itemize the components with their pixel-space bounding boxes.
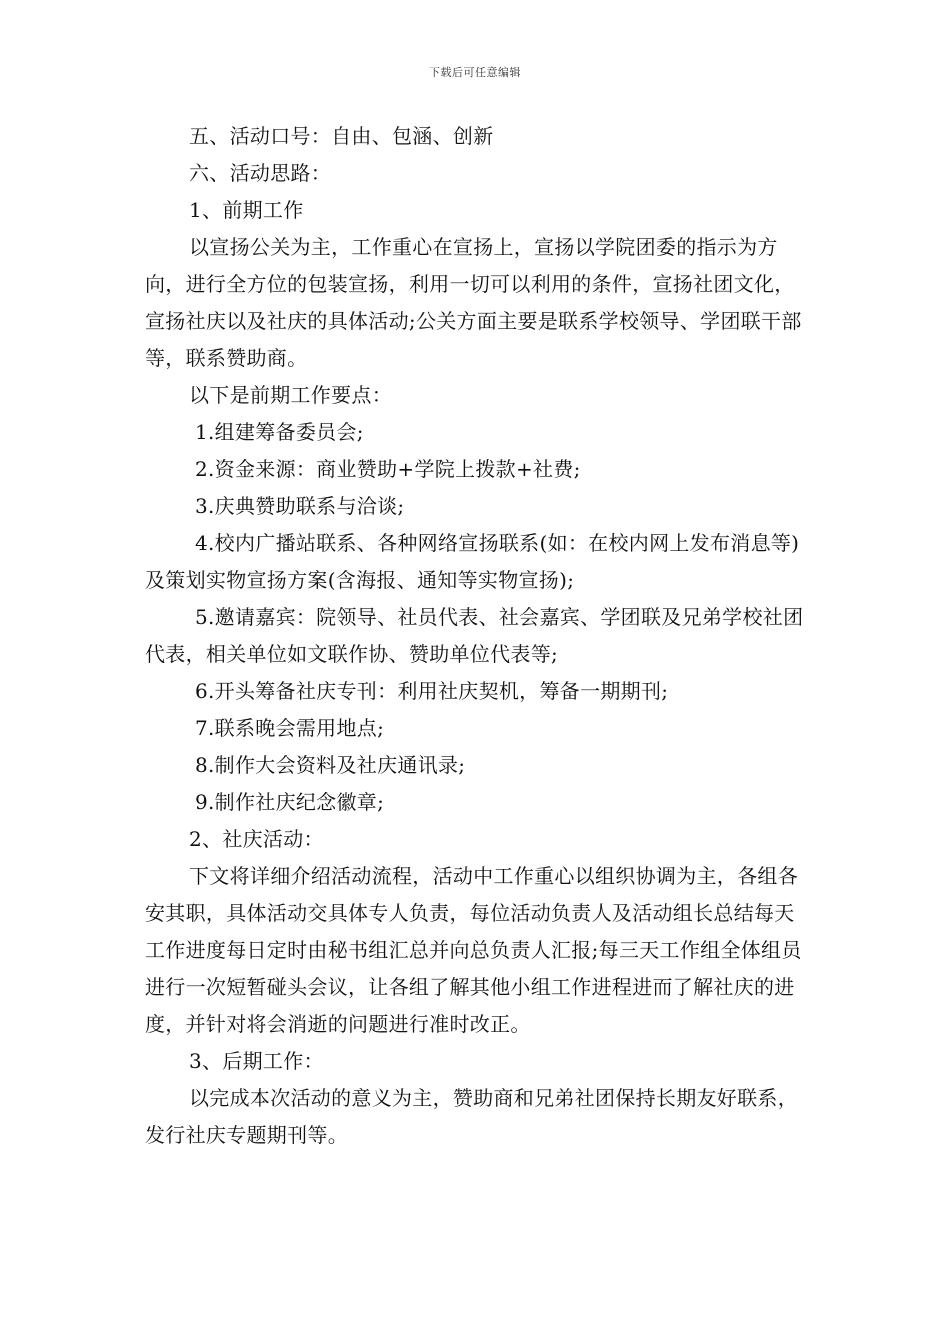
- list-item: 5.邀请嘉宾：院领导、社员代表、社会嘉宾、学团联及兄弟学校社团代表，相关单位如文联作协、赞助单位代表等;: [145, 605, 804, 666]
- list-item: 3.庆典赞助联系与洽谈;: [195, 494, 405, 518]
- page-header: 下载后可任意编辑: [429, 66, 521, 79]
- pre-work-paragraph: 以宣扬公关为主，工作重心在宣扬上，宣扬以学院团委的指示为方向，进行全方位的包装宣扬，利用一切可以利用的条件，宣扬社团文化，宣扬社庆以及社庆的具体活动;公关方面主要是联系学校领导、学团联干部等，联系赞助商。: [145, 235, 802, 370]
- slogan-heading: 五、活动口号：自由、包涵、创新: [189, 124, 494, 148]
- list-item: 1.组建筹备委员会;: [195, 420, 364, 444]
- document-body: [145, 118, 810, 1154]
- post-work-heading: 3、后期工作：: [189, 1049, 324, 1073]
- list-item: 6.开头筹备社庆专刊：利用社庆契机，筹备一期期刊;: [195, 679, 669, 703]
- pre-work-heading: 1、前期工作: [189, 198, 304, 222]
- post-work-paragraph: 以完成本次活动的意义为主，赞助商和兄弟社团保持长期友好联系，发行社庆专题期刊等。: [145, 1086, 798, 1147]
- list-item: 7.联系晚会需用地点;: [195, 716, 385, 740]
- event-heading: 2、社庆活动：: [189, 827, 324, 851]
- list-item: 9.制作社庆纪念徽章;: [195, 790, 385, 814]
- list-item: 2.资金来源：商业赞助+学院上拨款+社费;: [195, 457, 581, 481]
- event-paragraph: 下文将详细介绍活动流程，活动中工作重心以组织协调为主，各组各安其职，具体活动交具体专人负责，每位活动负责人及活动组长总结每天工作进度每日定时由秘书组汇总并向总负责人汇报;每三天工作组全体组员进行一次短暂碰头会议，让各组了解其他小组工作进程进而了解社庆的进度，并针对将会消逝的问题进行准时改正。: [145, 864, 802, 1036]
- list-item: 8.制作大会资料及社庆通讯录;: [195, 753, 466, 777]
- approach-heading: 六、活动思路：: [189, 161, 332, 185]
- list-item: 4.校内广播站联系、各种网络宣扬联系(如：在校内网上发布消息等)及策划实物宣扬方案(含海报、通知等实物宣扬);: [145, 531, 800, 592]
- key-points-heading: 以下是前期工作要点：: [189, 383, 392, 407]
